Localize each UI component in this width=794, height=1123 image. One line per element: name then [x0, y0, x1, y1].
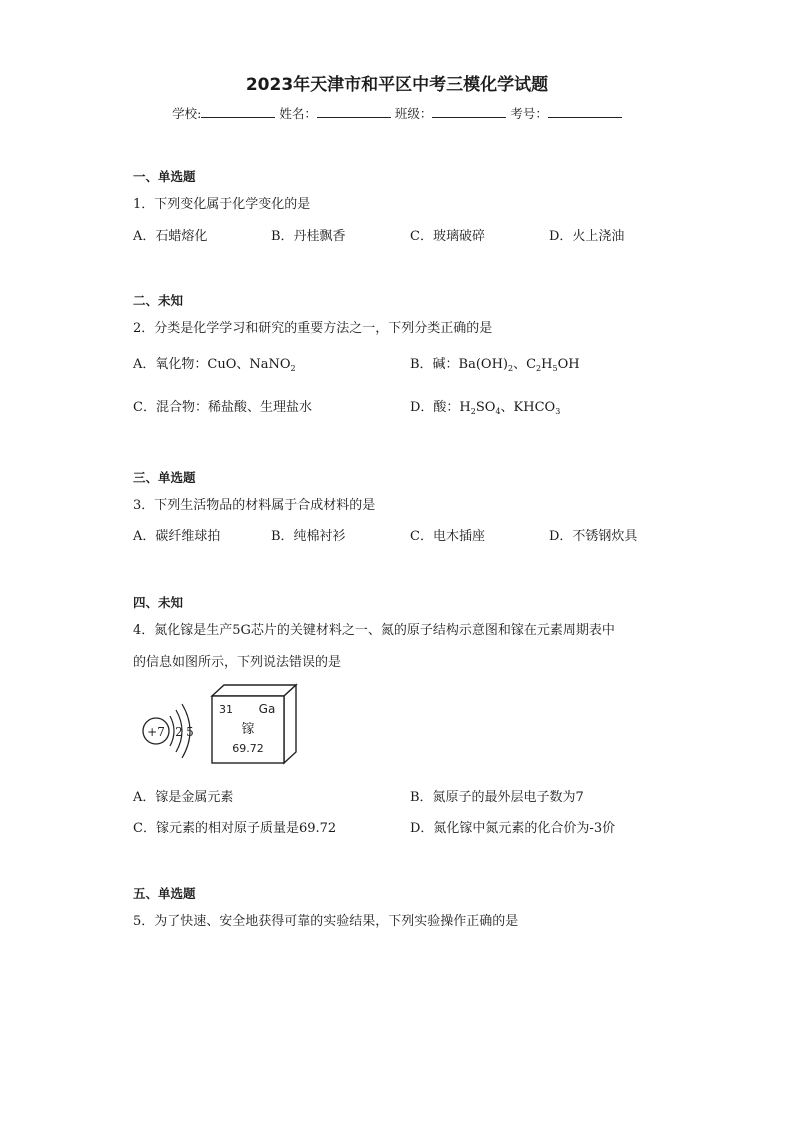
q2-option-b[interactable]: [410, 353, 580, 373]
gallium-element-cell: [212, 685, 296, 763]
q1-option-a[interactable]: A．石蜡熔化: [133, 229, 208, 244]
atomic-mass: 69.72: [232, 742, 264, 755]
question-5-stem: 5．为了快速、安全地获得可靠的实验结果，下列实验操作正确的是: [133, 914, 519, 929]
question-2-stem: 2．分类是化学学习和研究的重要方法之一，下列分类正确的是: [133, 321, 493, 336]
question-4-stem-line1: 4．氮化镓是生产5G芯片的关键材料之一、氮的原子结构示意图和镓在元素周期表中: [133, 623, 615, 638]
question-3-stem: 3．下列生活物品的材料属于合成材料的是: [133, 498, 376, 513]
q2-b-prefix: B．碱：Ba: [410, 357, 476, 372]
cell-top-face: [212, 685, 296, 696]
q2-option-a[interactable]: [133, 353, 296, 373]
class-blank[interactable]: [432, 105, 506, 118]
q2-b-mid: 、C: [513, 357, 537, 372]
q3-option-a[interactable]: A．碳纤维球拍: [133, 529, 221, 544]
q1-option-c[interactable]: C．玻璃破碎: [410, 229, 485, 244]
q2-d-sub2: 4: [495, 407, 501, 416]
q4-option-a[interactable]: A．镓是金属元素: [133, 790, 234, 805]
q2-a-sub: 2: [290, 364, 296, 373]
q2-b-sub3: 5: [552, 364, 558, 373]
q2-b-sub1: 2: [508, 364, 514, 373]
section-heading: 一、单选题: [133, 169, 196, 184]
cell-side-face: [284, 685, 296, 763]
element-symbol: Ga: [258, 702, 276, 716]
exam-title: 2023年天津市和平区中考三模化学试题: [245, 75, 549, 95]
q2-d-sub3: 3: [555, 407, 561, 416]
q1-option-d[interactable]: D．火上浇油: [549, 229, 625, 244]
name-blank[interactable]: [317, 105, 391, 118]
q2-d-prefix: D．酸：H: [410, 400, 471, 415]
id-label: 考号：: [510, 106, 548, 121]
q3-option-b[interactable]: B．纯棉衬衫: [271, 529, 346, 544]
q1-option-b[interactable]: B．丹桂飘香: [271, 229, 346, 244]
school-label: 学校:: [172, 106, 202, 121]
school-blank[interactable]: [201, 105, 275, 118]
q2-d-sub1: 2: [470, 407, 476, 416]
question-1-stem: 1．下列变化属于化学变化的是: [133, 197, 311, 212]
q4-figure: [138, 682, 308, 768]
q2-d-so: SO: [475, 400, 496, 415]
q2-b-end: OH: [557, 357, 580, 372]
section-heading: 三、单选题: [133, 470, 196, 485]
atomic-number: 31: [219, 703, 233, 716]
question-4-stem-line2: 的信息如图所示，下列说法错误的是: [133, 655, 342, 670]
section-heading: 四、未知: [133, 595, 184, 610]
q2-a-text: A．氧化物：CuO、NaNO: [133, 357, 291, 372]
name-label: 姓名：: [279, 106, 317, 121]
electron-shell-1-arc: [170, 716, 174, 746]
q2-b-sub2: 2: [536, 364, 542, 373]
shell-1-electrons: 2: [175, 725, 183, 739]
nucleus-charge: +7: [147, 725, 165, 739]
q4-option-b[interactable]: B．氮原子的最外层电子数为7: [410, 790, 584, 805]
q2-option-c[interactable]: C．混合物：稀盐酸、生理盐水: [133, 400, 312, 415]
q3-option-d[interactable]: D．不锈钢炊具: [549, 529, 638, 544]
shell-2-electrons: 5: [186, 725, 194, 739]
q2-option-d[interactable]: [410, 396, 560, 416]
q4-option-c[interactable]: C．镓元素的相对原子质量是69.72: [133, 821, 337, 836]
nitrogen-atom-diagram: [143, 704, 194, 758]
class-label: 班级：: [394, 106, 433, 121]
section-heading: 五、单选题: [133, 886, 196, 901]
q4-option-d[interactable]: D．氮化镓中氮元素的化合价为-3价: [410, 821, 616, 836]
element-name: 镓: [241, 722, 255, 737]
q3-option-c[interactable]: C．电木插座: [410, 529, 485, 544]
q2-d-mid: 、KHCO: [500, 400, 556, 415]
section-heading: 二、未知: [133, 293, 184, 308]
id-blank[interactable]: [548, 105, 622, 118]
student-info-line: [0, 104, 794, 122]
q2-b-paren: (OH): [475, 357, 508, 372]
q2-b-h: H: [541, 357, 553, 372]
